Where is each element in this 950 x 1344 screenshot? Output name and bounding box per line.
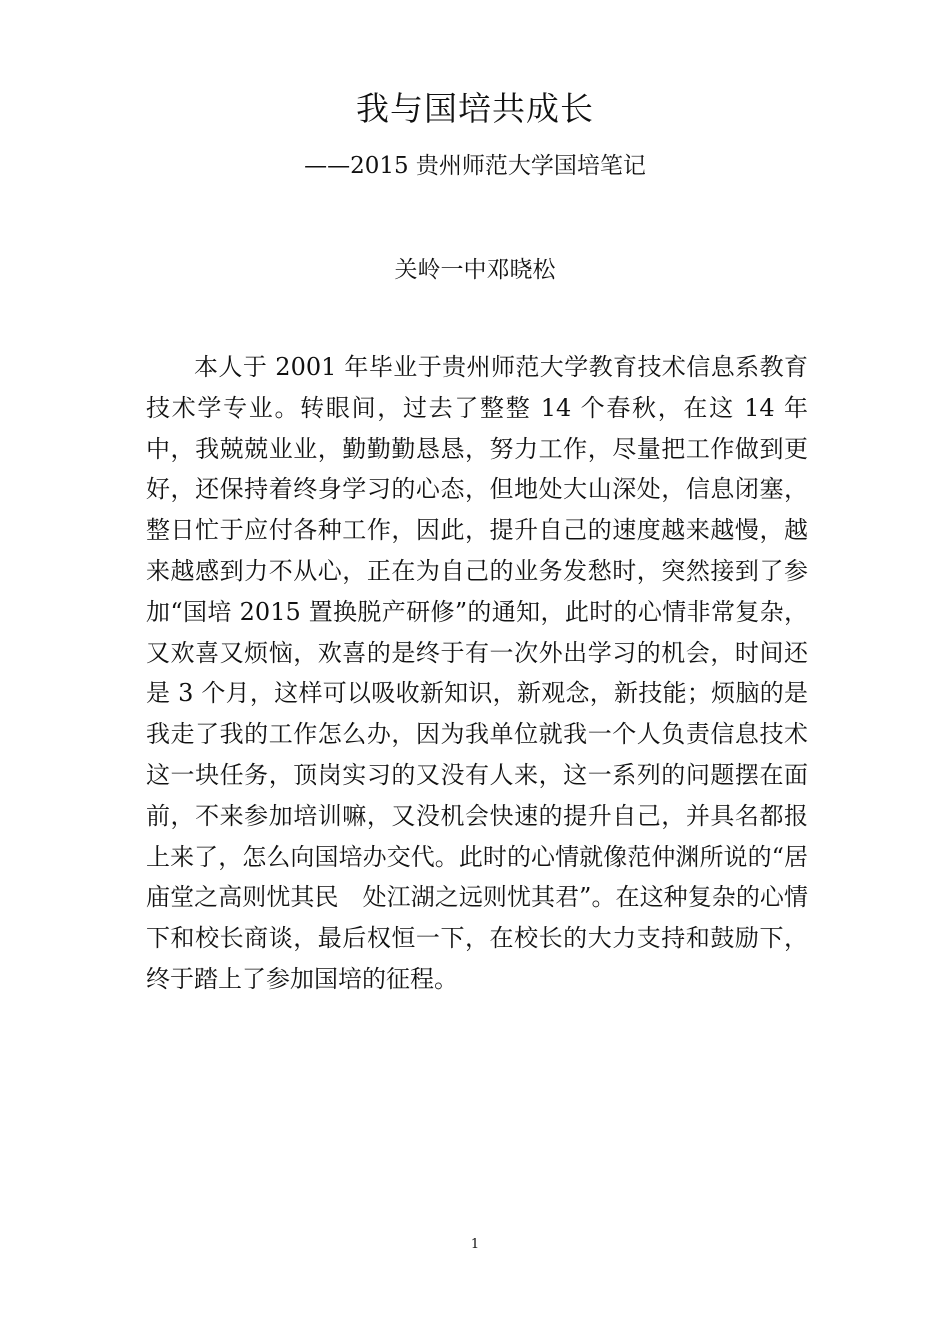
document-author: 关岭一中邓晓松 bbox=[394, 257, 556, 283]
body-paragraph: 本人于 2001 年毕业于贵州师范大学教育技术信息系教育技术学专业。转眼间，过去了整整 14 个春秋，在这 14 年中，我兢兢业业，勤勤勤恳恳，努力工作，尽量把工作做到更好，还保持着终身学习的心态，但地处大山深处，信息闭塞，整日忙于应付各种工作，因此，提升自己的速度越来越慢，越来越感到力不从心，正在为自己的业务发愁时，突然接到了参加“国培 2015 置换脱产研修”的通知，此时的心情非常复杂，又欢喜又烦恼，欢喜的是终于有一次外出学习的机会，时间还是 3 个月，这样可以吸收新知识，新观念，新技能；烦脑的是我走了我的工作怎么办，因为我单位就我一个人负责信息技术这一块任务，顶岗实习的又没有人来，这一系列的问题摆在面前，不来参加培训嘛，又没机会快速的提升自己，并具名都报上来了，怎么向国培办交代。此时的心情就像范仲渊所说的“居庙堂之高则忧其民 处江湖之远则忧其君”。在这种复杂的心情下和校长商谈，最后权恒一下，在校长的大力支持和鼓励下，终于踏上了参加国培的征程。 bbox=[146, 353, 808, 993]
document-title: 我与国培共成长 bbox=[356, 89, 594, 128]
page-number: 1 bbox=[470, 1237, 480, 1252]
document-subtitle: ——2015 贵州师范大学国培笔记 bbox=[304, 153, 646, 179]
